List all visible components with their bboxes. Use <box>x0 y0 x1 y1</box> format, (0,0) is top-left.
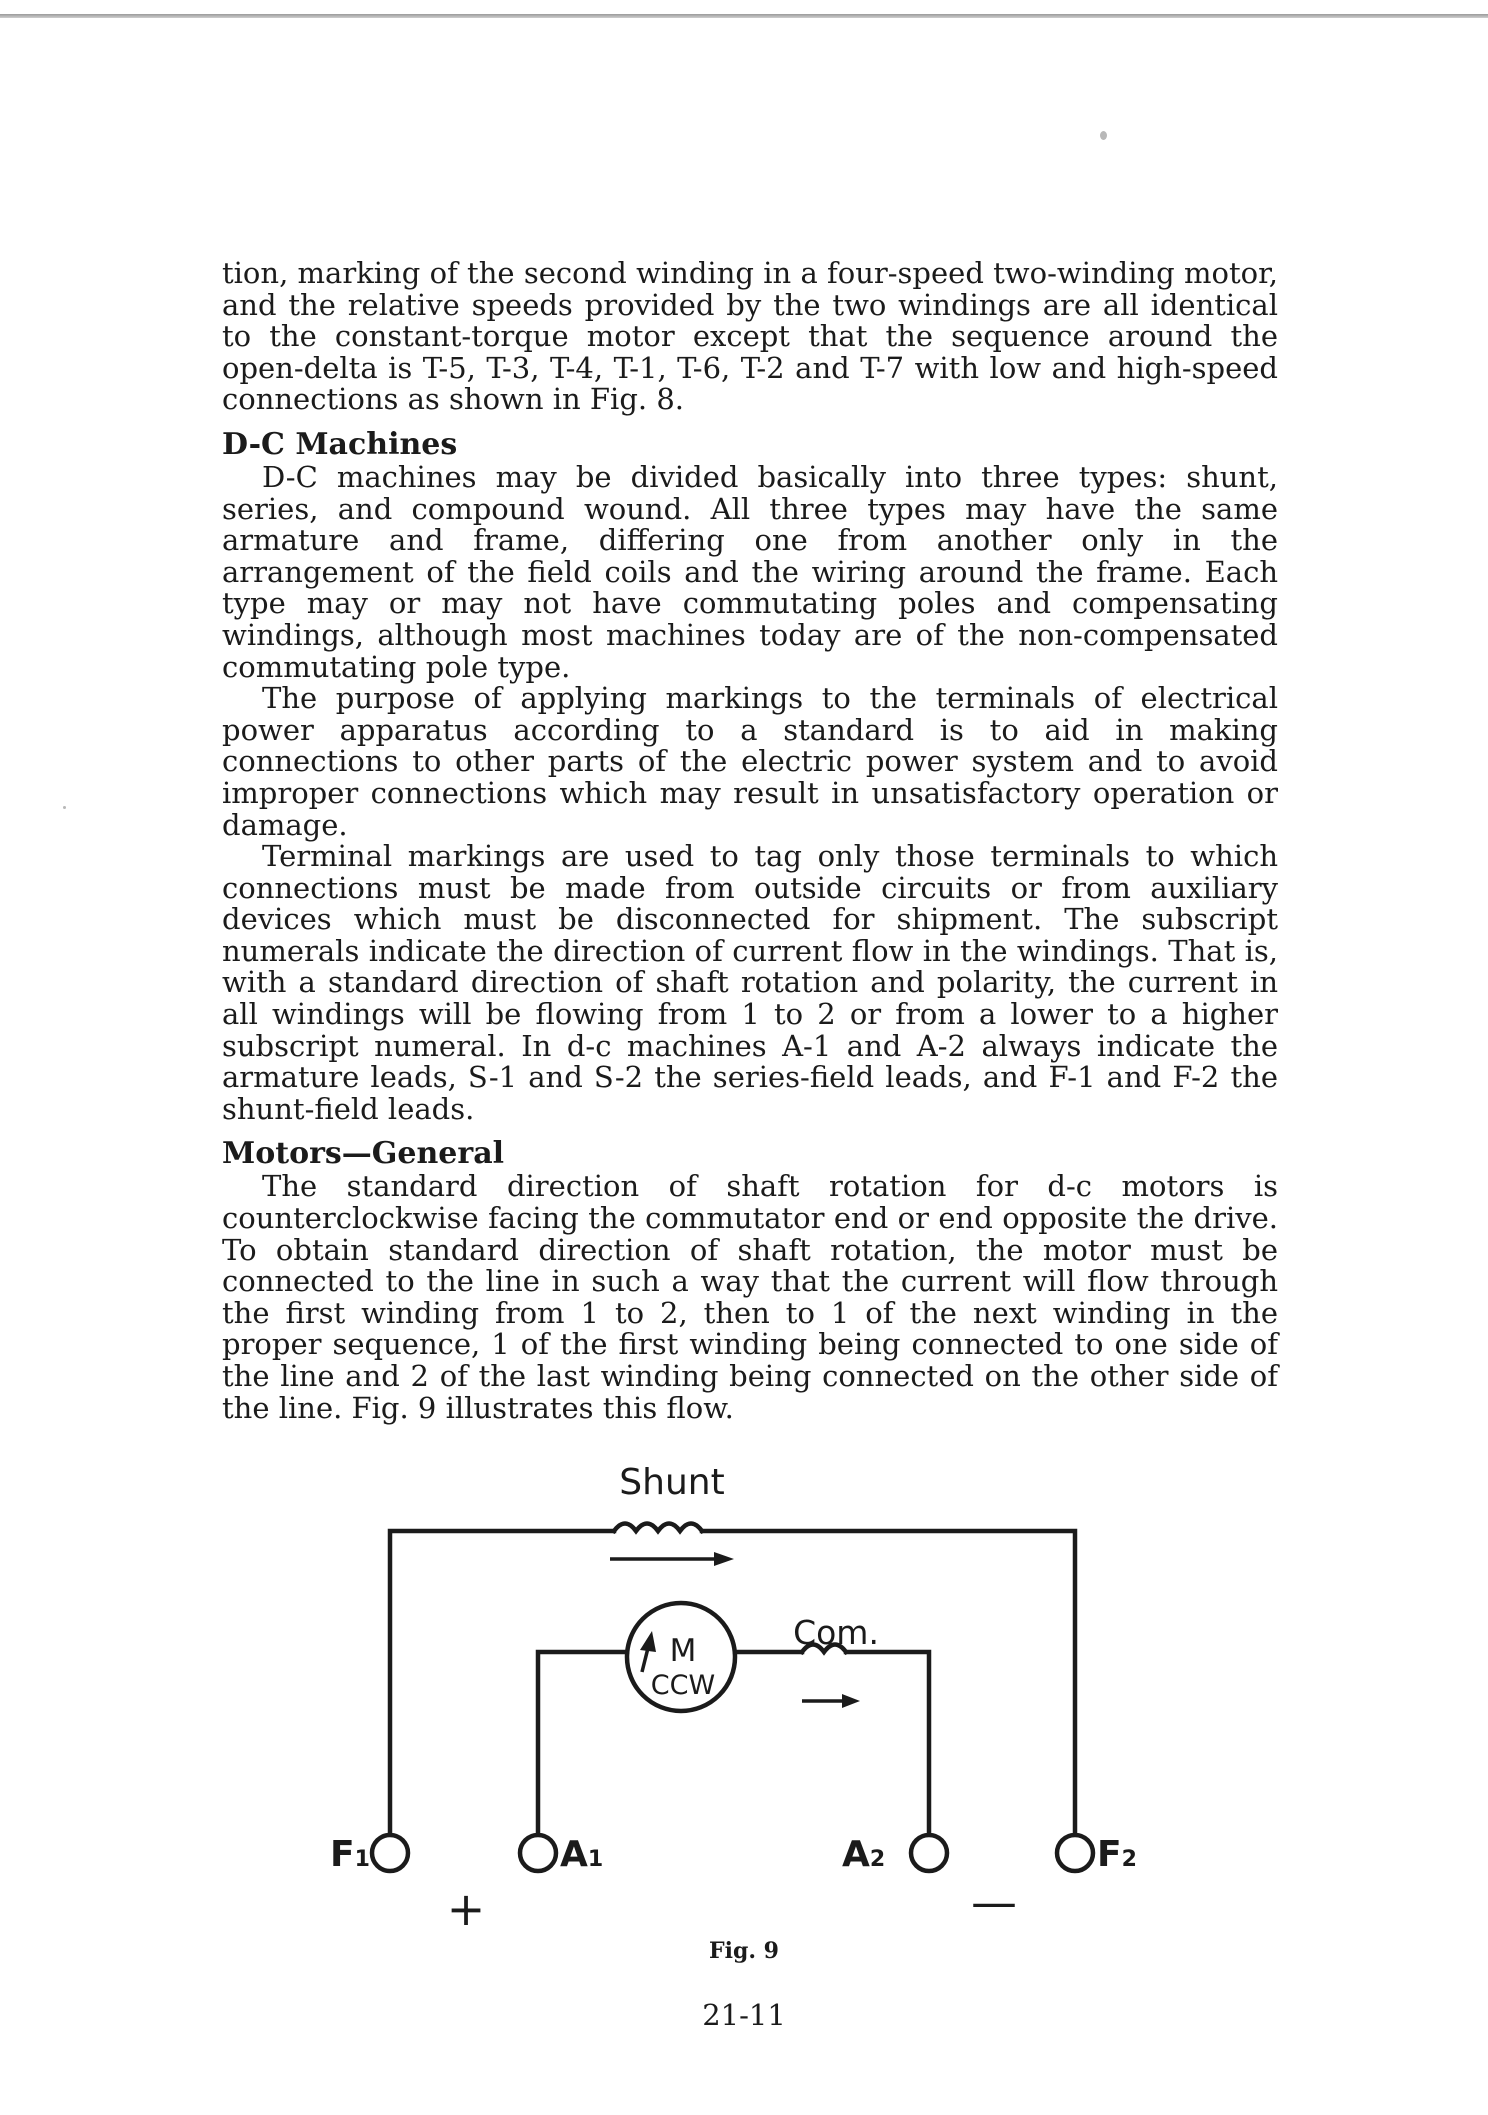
a1-label: A1 <box>560 1834 604 1875</box>
a1-terminal <box>520 1835 556 1871</box>
figure-caption: Fig. 9 <box>709 1938 779 1964</box>
a2-terminal <box>911 1835 947 1871</box>
section-heading-dc-machines: D-C Machines <box>222 426 458 462</box>
com-arrowhead <box>842 1694 860 1708</box>
com-label: Com. <box>793 1613 879 1652</box>
page-number: 21-11 <box>702 1998 786 2032</box>
ccw-arrow-stroke <box>642 1648 648 1672</box>
positive-polarity-sign: + <box>446 1882 486 1936</box>
armature-wire-a1 <box>538 1652 627 1834</box>
shunt-field-wire <box>390 1531 614 1834</box>
section-heading-motors-general: Motors—General <box>222 1136 505 1172</box>
dc-paragraph-1: D-C machines may be divided basically into three types: shunt, series, and compound wound. All three types may have the same armature and frame, differing one from another only in the arrangement of the field coils and the wiring around the frame. Each type may or may not have commutating poles and compensating windings, although most machines today are of the non-compensated commutating pole type. <box>222 459 1278 684</box>
negative-polarity-sign: — <box>971 1875 1017 1929</box>
intro-paragraph: tion, marking of the second winding in a four-speed two-winding motor, and the relative speeds provided by the two windings are all identical to the constant-torque motor except that the sequence around the open-delta is T-5, T-3, T-4, T-1, T-6, T-2 and T-7 with low and high-speed connections as shown in Fig. 8. <box>222 256 1278 417</box>
dc-paragraph-2: The purpose of applying markings to the terminals of electrical power apparatus according to a standard is to aid in making connections to other parts of the electric power system and to avoid improper connections which may result in unsatisfactory operation or damage. <box>222 681 1278 842</box>
rotation-label: CCW <box>650 1670 716 1701</box>
motors-paragraph-1: The standard direction of shaft rotation for d-c motors is counterclockwise facing the commutator end or end opposite the drive. To obtain standard direction of shaft rotation, the motor must be connected to the line in such a way that the current will flow through the first winding from 1 to 2, then to 1 of the next winding in the proper sequence, 1 of the first winding being connected to one side of the line and 2 of the last winding being connected on the other side of the line. Fig. 9 illustrates this flow. <box>222 1169 1278 1425</box>
a2-label: A2 <box>842 1834 886 1875</box>
motor-label: M <box>669 1633 697 1669</box>
shunt-coil <box>614 1524 702 1532</box>
ccw-arrowhead <box>640 1631 656 1652</box>
f2-label: F2 <box>1097 1834 1137 1875</box>
shunt-return-wire <box>702 1531 1075 1834</box>
f1-label: F1 <box>330 1834 370 1875</box>
f2-terminal <box>1057 1835 1093 1871</box>
shunt-label: Shunt <box>619 1462 725 1503</box>
shunt-arrowhead <box>714 1552 734 1566</box>
f1-terminal <box>372 1835 408 1871</box>
dc-paragraph-3: Terminal markings are used to tag only those terminals to which connections must be made from outside circuits or from auxiliary devices which must be disconnected for shipment. The subscript numerals indicate the direction of current flow in the windings. That is, with a standard direction of shaft rotation and polarity, the current in all windings will be flowing from 1 to 2 or from a lower to a higher subscript numeral. In d-c machines A-1 and A-2 always indicate the armature leads, S-1 and S-2 the series-field leads, and F-1 and F-2 the shunt-field leads. <box>222 839 1278 1126</box>
com-to-a2-wire <box>846 1652 929 1834</box>
